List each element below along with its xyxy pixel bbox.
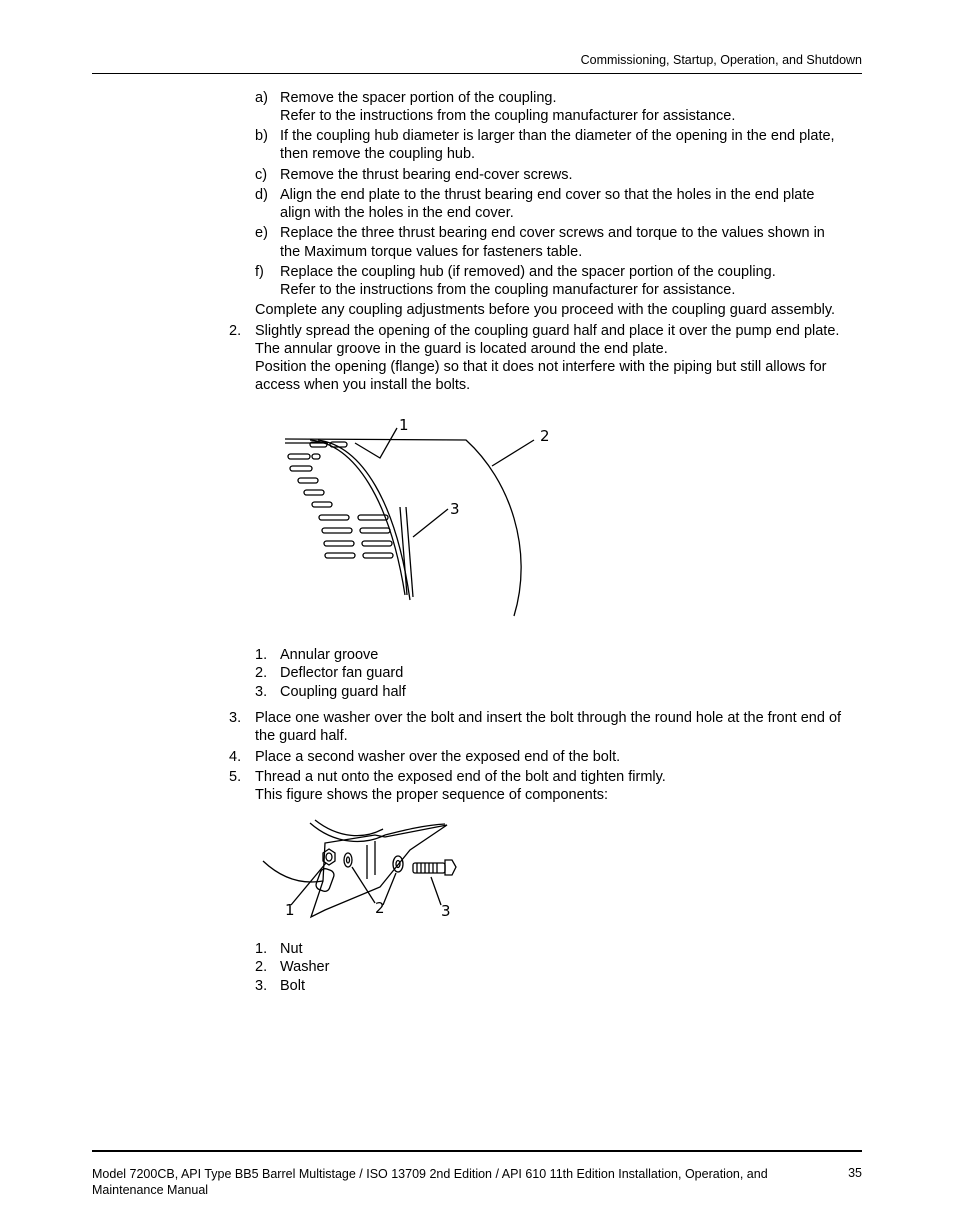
figure1-legend-marker-1: 1. — [255, 647, 268, 663]
footer-divider — [92, 1150, 862, 1152]
figure2-legend-label-2: Washer — [280, 959, 330, 975]
step-2-line-2: The annular groove in the guard is located around the end plate. — [255, 341, 668, 357]
step-5-line-1: Thread a nut onto the exposed end of the bolt and tighten firmly. — [255, 769, 666, 785]
figure1-legend-marker-3: 3. — [255, 684, 268, 700]
page-number: 35 — [848, 1166, 862, 1180]
substep-f-marker: f) — [255, 264, 264, 280]
figure1-legend-label-2: Deflector fan guard — [280, 665, 404, 681]
figure2-legend-label-1: Nut — [280, 941, 303, 957]
running-header: Commissioning, Startup, Operation, and Shutdown — [580, 53, 862, 67]
fastener-sequence-figure — [255, 815, 470, 925]
figure2-legend-label-3: Bolt — [280, 978, 305, 994]
figure1-callout-2: 2 — [540, 427, 550, 445]
step-3-line-1: Place one washer over the bolt and insert the bolt through the round hole at the front end of — [255, 710, 842, 726]
step-3-marker: 3. — [229, 710, 242, 726]
step-4-marker: 4. — [229, 749, 242, 765]
substep-e-line-1: Replace the three thrust bearing end cover screws and torque to the values shown in — [280, 225, 825, 241]
bolt-part — [413, 860, 456, 875]
substep-a-line-2: Refer to the instructions from the coupling manufacturer for assistance. — [280, 108, 736, 124]
step-2-line-4: access when you install the bolts. — [255, 377, 471, 393]
step-2-marker: 2. — [229, 323, 242, 339]
figure1-callout-1: 1 — [399, 416, 409, 434]
figure1-legend-label-3: Coupling guard half — [280, 684, 406, 700]
figure1-legend-marker-2: 2. — [255, 665, 268, 681]
step-2-line-3: Position the opening (flange) so that it does not interfere with the piping but still allows for — [255, 359, 827, 375]
figure1-callout-3: 3 — [450, 500, 460, 518]
substep-c-line-1: Remove the thrust bearing end-cover screws. — [280, 167, 573, 183]
coupling-guard-figure — [270, 410, 570, 625]
figure2-legend-marker-3: 3. — [255, 978, 268, 994]
substep-d-line-2: align with the holes in the end cover. — [280, 205, 514, 221]
substeps-note: Complete any coupling adjustments before you proceed with the coupling guard assembly. — [255, 302, 836, 318]
substep-b-marker: b) — [255, 128, 268, 144]
substep-e-marker: e) — [255, 225, 268, 241]
substep-b-line-2: then remove the coupling hub. — [280, 146, 476, 162]
figure2-callout-1: 1 — [285, 901, 295, 919]
washer-part-1 — [344, 853, 352, 867]
substep-c-marker: c) — [255, 167, 268, 183]
step-5-marker: 5. — [229, 769, 242, 785]
step-5-line-2: This figure shows the proper sequence of components: — [255, 787, 609, 803]
substep-d-line-1: Align the end plate to the thrust bearing end cover so that the holes in the end plate — [280, 187, 815, 203]
substep-d-marker: d) — [255, 187, 268, 203]
substep-a-marker: a) — [255, 90, 268, 106]
figure2-callout-3: 3 — [441, 902, 451, 920]
substep-a-line-1: Remove the spacer portion of the coupling. — [280, 90, 557, 106]
deflector-guard-outline — [285, 439, 521, 616]
substep-f-line-2: Refer to the instructions from the coupling manufacturer for assistance. — [280, 282, 736, 298]
figure2-legend-marker-2: 2. — [255, 959, 268, 975]
figure2-callout-2: 2 — [375, 899, 385, 917]
figure1-legend-label-1: Annular groove — [280, 647, 379, 663]
header-divider — [92, 73, 862, 74]
step-3-line-2: the guard half. — [255, 728, 348, 744]
figure2-legend-marker-1: 1. — [255, 941, 268, 957]
step-2-line-1: Slightly spread the opening of the coupling guard half and place it over the pump end plate. — [255, 323, 840, 339]
step-4-line-1: Place a second washer over the exposed end of the bolt. — [255, 749, 621, 765]
substep-b-line-1: If the coupling hub diameter is larger than the diameter of the opening in the end plate, — [280, 128, 835, 144]
footer-manual-title: Model 7200CB, API Type BB5 Barrel Multistage / ISO 13709 2nd Edition / API 610 11th Edition Installation, Operation, and Maintenance Manual — [92, 1167, 768, 1197]
substep-f-line-1: Replace the coupling hub (if removed) and the spacer portion of the coupling. — [280, 264, 776, 280]
substep-e-line-2: the Maximum torque values for fasteners table. — [280, 244, 583, 260]
